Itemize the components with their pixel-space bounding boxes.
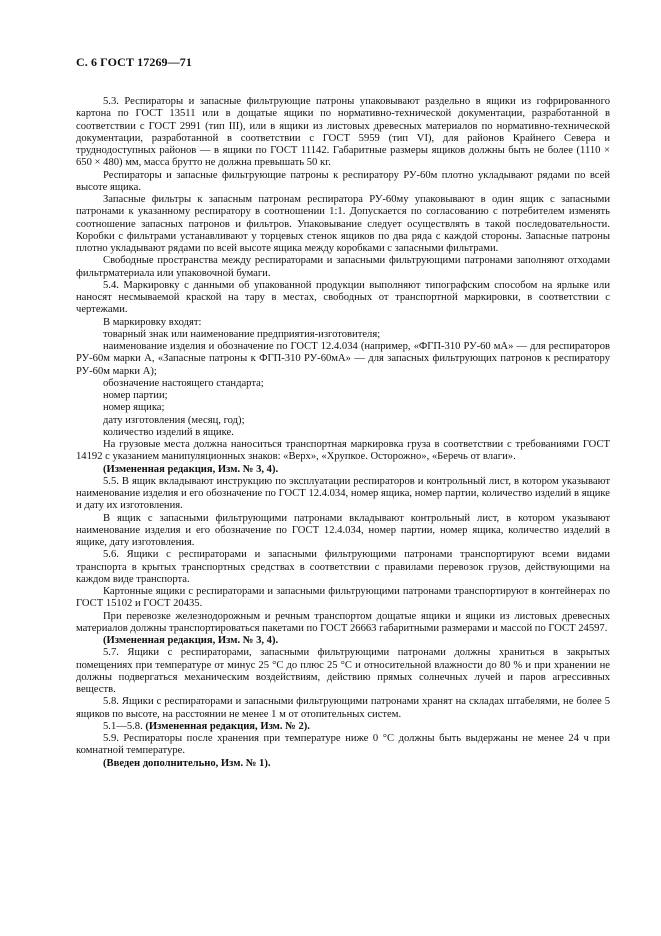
paragraph-5-9: 5.9. Респираторы после хранения при температуре ниже 0 °С должны быть выдержаны не менее 24 ч при комнатной температуре. — [76, 733, 610, 757]
paragraph-5-3: 5.3. Респираторы и запасные фильтрующие патроны упаковывают раздельно в ящики из гофрированного картона по ГОСТ 13511 или в дощатые ящики по нормативно-технической документации, разработанной в соответствии с ГОСТ 2991 (тип III), или в ящики из листовых древесных материалов по нормативно-технической документации, разработанной в соответствии с ГОСТ 5959 (тип VI), для районов Крайнего Севера и труднодоступных районов — в ящики по ГОСТ 11142. Габаритные размеры ящиков должны быть не более (1110 × 650 × 480) мм, масса брутто не должна превышать 50 кг. — [76, 96, 610, 169]
edition-note — [76, 721, 610, 733]
paragraph-5-4: 5.4. Маркировку с данными об упакованной продукции выполняют типографским способом на ярлыке или наносят несмываемой краской на тару в местах, свободных от транспортной маркировки, в соответствии с чертежами. — [76, 279, 610, 316]
list-item: номер ящика; — [103, 402, 165, 414]
paragraph-free-space: Свободные пространства между респираторами и запасными фильтрующими патронами заполняют отходами фильтрматериала или упаковочной бумаги. — [76, 255, 610, 279]
list-item: количество изделий в ящике. — [103, 426, 234, 438]
paragraph-5-5: 5.5. В ящик вкладывают инструкцию по эксплуатации респираторов и контрольный лист, в котором указывают наименование изделия и его обозначение по ГОСТ 12.4.034, номер ящика, номер партии, количество изделий в ящике и дату их изготовления. — [76, 475, 610, 512]
edition-note-text: (Измененная редакция, Изм. № 3, 4). — [103, 463, 279, 475]
paragraph-product-name: наименование изделия и обозначение по ГОСТ 12.4.034 (например, «ФГП-310 РУ-60 мА» — для респираторов РУ-60м марки А, «Запасные патроны к ФГП-310 РУ-60мА» — для запасных фильтрующих патронов к респиратору РУ-60м марки А); — [76, 341, 610, 377]
marking-intro: В маркировку входят: — [103, 316, 202, 328]
edition-note — [76, 464, 610, 476]
paragraph-rail-transport: При перевозке железнодорожным и речным транспортом дощатые ящики и ящики из листовых древесных материалов должны транспортироваться пакетами по ГОСТ 26663 габаритными размерами и массой по ГОСТ 24597. — [76, 610, 610, 634]
paragraph-ru60m-packing: Респираторы и запасные фильтрующие патроны к респиратору РУ-60м плотно укладывают рядами по всей высоте ящика. — [76, 169, 610, 193]
edition-range: 5.1—5.8. — [103, 720, 143, 732]
list-item: товарный знак или наименование предприятия-изготовителя; — [103, 328, 381, 340]
paragraph-containers: Картонные ящики с респираторами и запасными фильтрующими патронами транспортируют в контейнерах по ГОСТ 15102 и ГОСТ 20435. — [76, 586, 610, 610]
edition-note — [76, 758, 610, 770]
page-header: С. 6 ГОСТ 17269—71 — [76, 55, 192, 69]
paragraph-transport-marking: На грузовые места должна наноситься транспортная маркировка груза в соответствии с требованиями ГОСТ 14192 с указанием манипуляционных знаков: «Верх», «Хрупкое. Осторожно», «Беречь от влаги». — [76, 439, 610, 463]
list-item: номер партии; — [103, 390, 168, 401]
paragraph-5-7: 5.7. Ящики с респираторами, запасными фильтрующими патронами должны храниться в закрытых помещениях при температуре от минус 25 °С до плюс 25 °С и относительной влажности до 80 % и при хранении не должны подвергаться механическим воздействиям, действию прямых солнечных лучей и паров агрессивных веществ. — [76, 647, 610, 695]
list-item: дату изготовления (месяц, год); — [103, 414, 245, 426]
edition-note-text: (Измененная редакция, Изм. № 3, 4). — [103, 635, 279, 646]
edition-note-text: (Введен дополнительно, Изм. № 1). — [103, 757, 271, 769]
edition-note-text: (Измененная редакция, Изм. № 2). — [145, 720, 310, 732]
paragraph-5-6: 5.6. Ящики с респираторами и запасными фильтрующими патронами транспортируют всеми видами транспорта в крытых транспортных средствах в соответствии с правилами перевозок грузов, действующими на каждом виде транспорта. — [76, 549, 610, 585]
edition-note — [76, 635, 610, 647]
document-body — [76, 96, 610, 770]
paragraph-5-8: 5.8. Ящики с респираторами и запасными фильтрующими патронами хранят на складах штабелями, не более 5 ящиков по высоте, на расстоянии не менее 1 м от отопительных систем. — [76, 696, 610, 720]
list-item: обозначение настоящего стандарта; — [103, 377, 264, 389]
paragraph-control-sheet: В ящик с запасными фильтрующими патронами вкладывают контрольный лист, в котором указывают наименование изделия и его обозначение по ГОСТ 12.4.034, номер партии, номер ящика, количество изделий в ящике, дату изготовления. — [76, 512, 610, 548]
paragraph-spare-filters: Запасные фильтры к запасным патронам респиратора РУ-60му упаковывают в один ящик с запасными патронами к указанному респиратору в соотношении 1:1. Допускается по согласованию с потребителем изменять соотношение запасных патронов и фильтров. Упаковывание следует осуществлять в такой последовательности. Коробки с фильтрами устанавливают у торцевых стенок ящиков по два ряда с каждой стороны. Запасные патроны плотно укладывают рядами по всей высоте ящика между коробками с запасными фильтрами. — [76, 194, 610, 254]
